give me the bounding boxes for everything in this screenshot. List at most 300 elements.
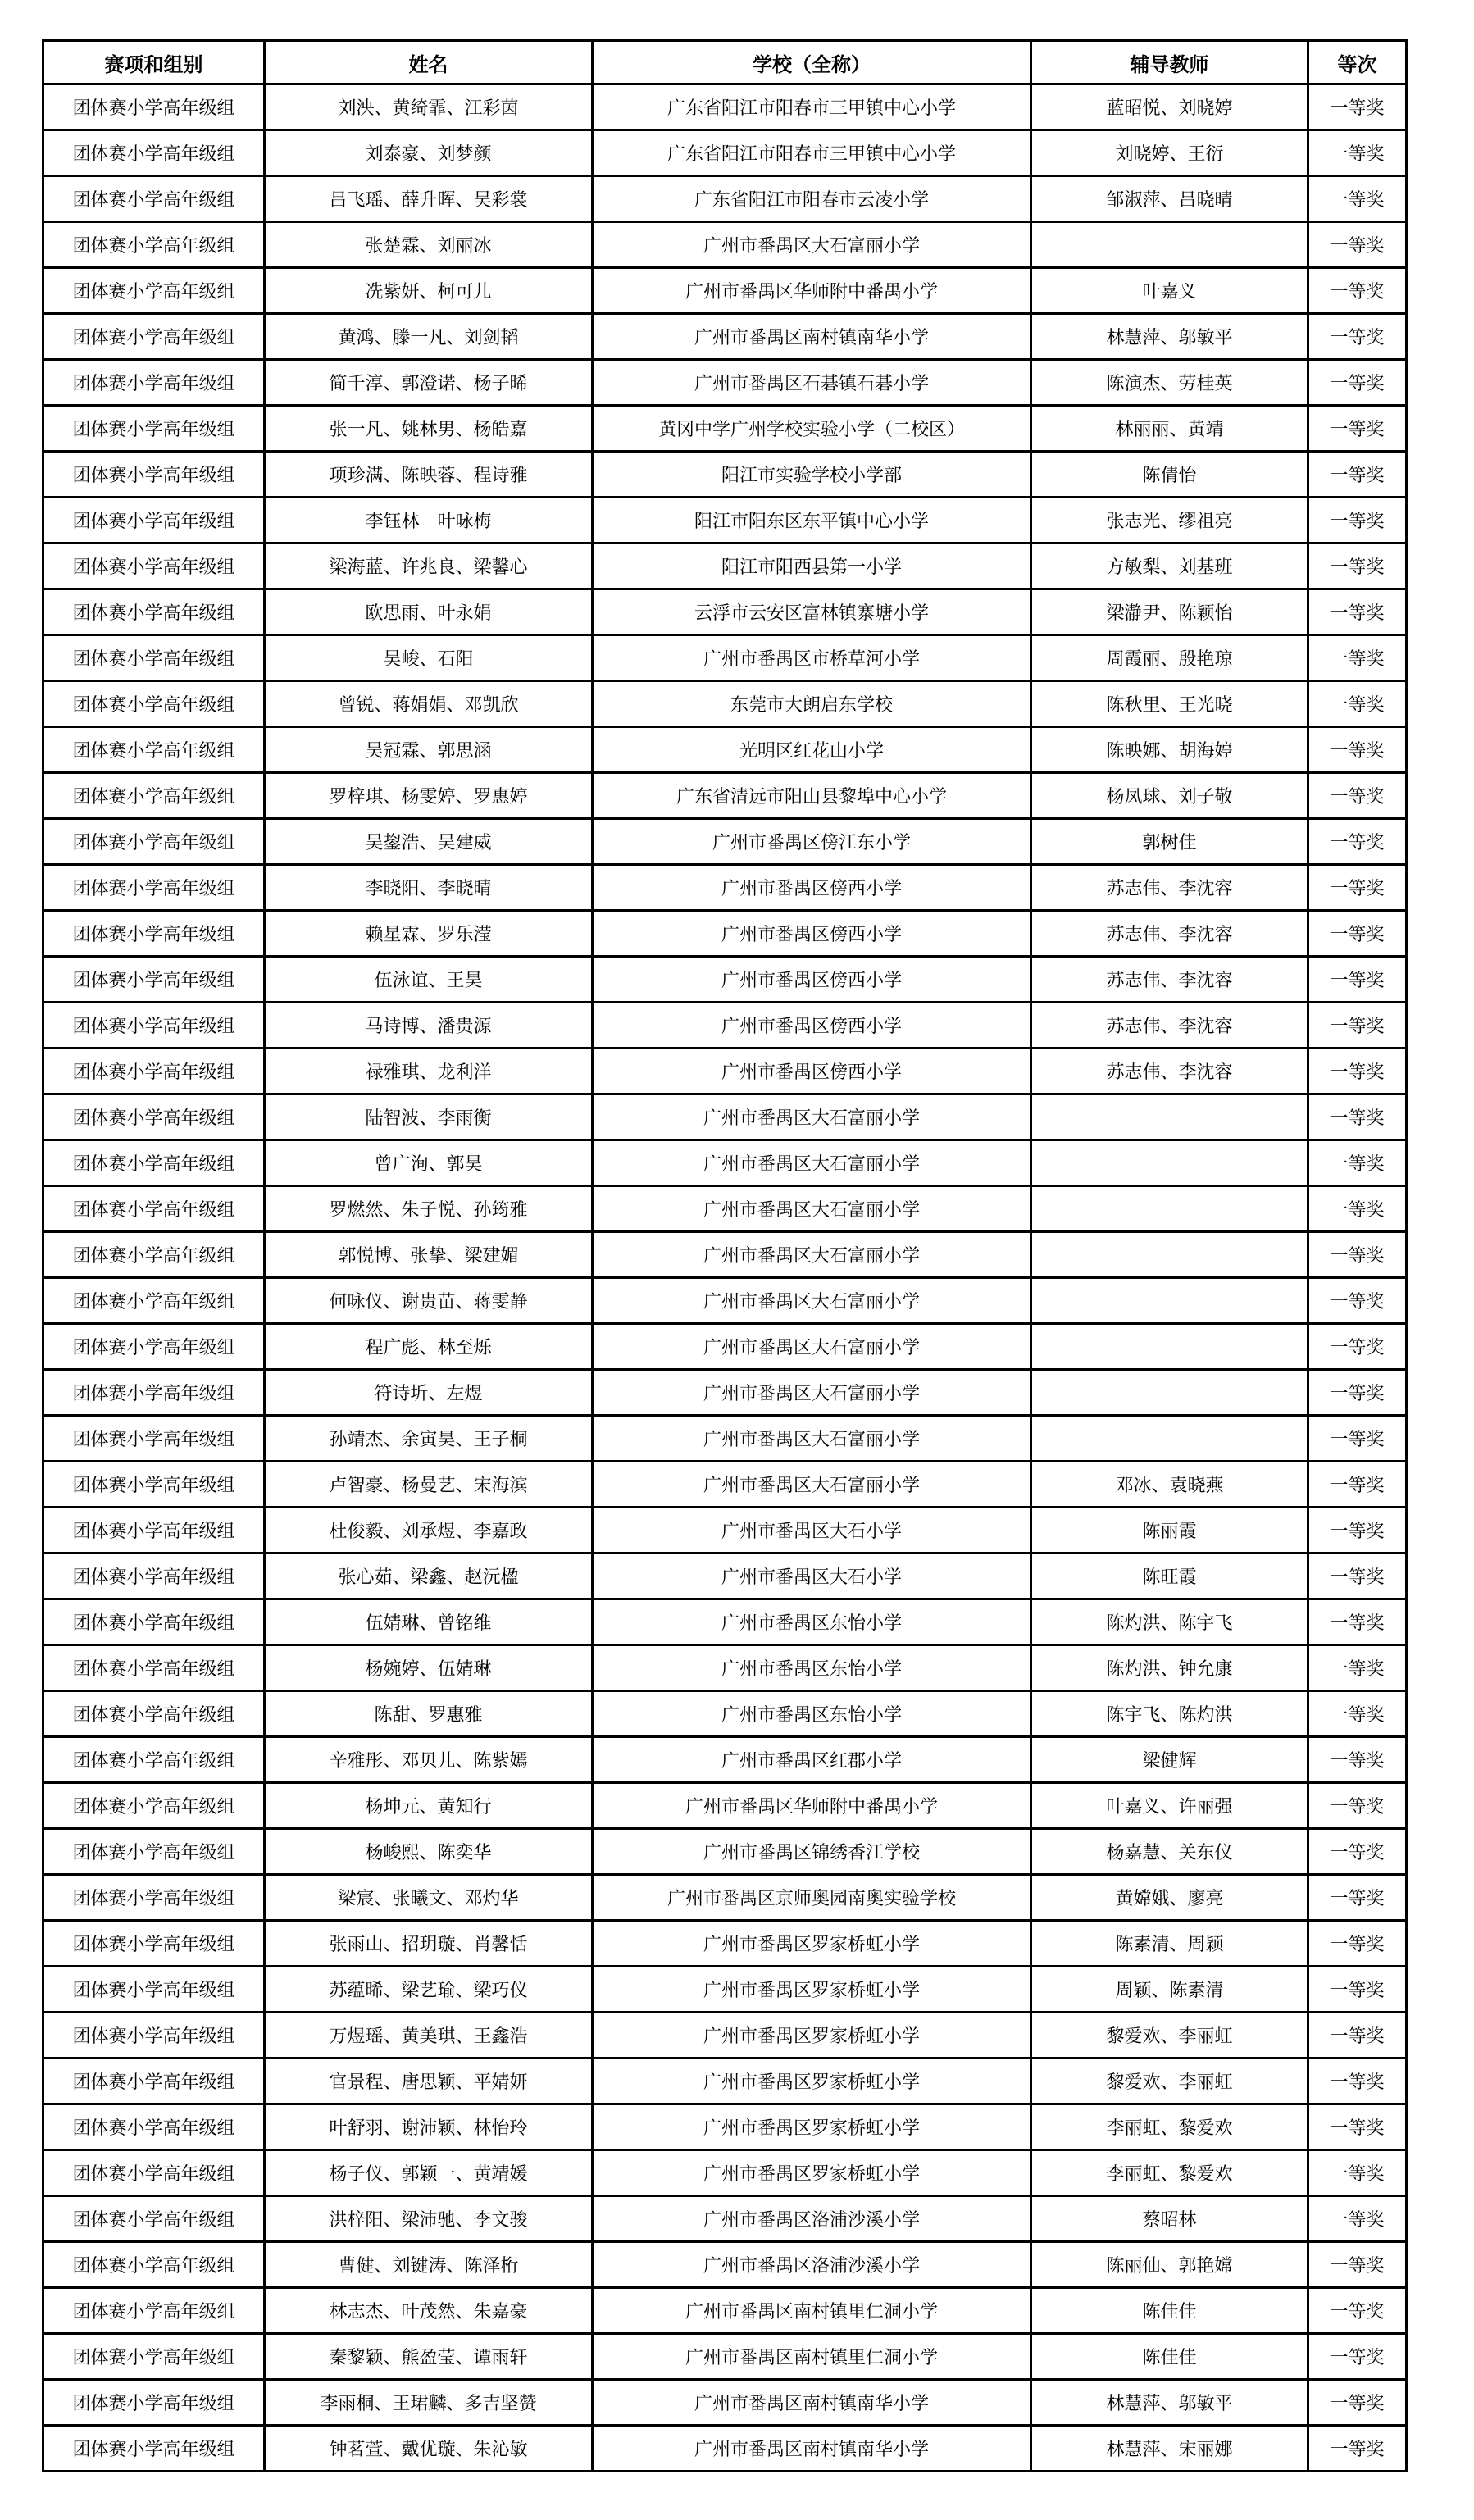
cell-group: 团体赛小学高年级组 xyxy=(43,865,265,911)
table-row xyxy=(43,2196,1407,2242)
cell-names: 杜俊毅、刘承煜、李嘉政 xyxy=(265,1508,593,1553)
cell-names: 洪梓阳、梁沛驰、李文骏 xyxy=(265,2196,593,2242)
cell-award: 一等奖 xyxy=(1308,176,1407,222)
cell-school: 云浮市云安区富林镇寨塘小学 xyxy=(593,589,1031,635)
cell-names: 秦黎颖、熊盈莹、谭雨轩 xyxy=(265,2334,593,2380)
cell-teachers: 陈灼洪、钟允康 xyxy=(1031,1645,1308,1691)
cell-names: 黄鸿、滕一凡、刘剑韬 xyxy=(265,314,593,360)
cell-names: 伍婧琳、曾铭维 xyxy=(265,1599,593,1645)
cell-school: 广州市番禺区东怡小学 xyxy=(593,1599,1031,1645)
cell-group: 团体赛小学高年级组 xyxy=(43,727,265,773)
table-row xyxy=(43,911,1407,957)
cell-teachers: 黎爱欢、李丽虹 xyxy=(1031,2013,1308,2058)
cell-school: 广州市番禺区华师附中番禺小学 xyxy=(593,268,1031,314)
cell-names: 罗燃然、朱子悦、孙筠雅 xyxy=(265,1186,593,1232)
cell-teachers: 陈灼洪、陈宇飞 xyxy=(1031,1599,1308,1645)
cell-award: 一等奖 xyxy=(1308,1691,1407,1737)
cell-group: 团体赛小学高年级组 xyxy=(43,360,265,406)
cell-teachers: 李丽虹、黎爱欢 xyxy=(1031,2104,1308,2150)
cell-teachers: 刘晓婷、王衍 xyxy=(1031,130,1308,176)
cell-award: 一等奖 xyxy=(1308,2150,1407,2196)
cell-names: 叶舒羽、谢沛颖、林怡玲 xyxy=(265,2104,593,2150)
cell-award: 一等奖 xyxy=(1308,1599,1407,1645)
table-row xyxy=(43,2288,1407,2334)
cell-group: 团体赛小学高年级组 xyxy=(43,1462,265,1508)
table-row xyxy=(43,1232,1407,1278)
cell-group: 团体赛小学高年级组 xyxy=(43,1416,265,1462)
cell-teachers xyxy=(1031,1140,1308,1186)
cell-school: 广州市番禺区罗家桥虹小学 xyxy=(593,2104,1031,2150)
cell-school: 广州市番禺区东怡小学 xyxy=(593,1645,1031,1691)
table-row xyxy=(43,1278,1407,1324)
cell-group: 团体赛小学高年级组 xyxy=(43,1003,265,1048)
cell-teachers: 张志光、缪祖亮 xyxy=(1031,498,1308,544)
cell-group: 团体赛小学高年级组 xyxy=(43,268,265,314)
cell-award: 一等奖 xyxy=(1308,635,1407,681)
cell-teachers: 苏志伟、李沈容 xyxy=(1031,957,1308,1003)
table-body xyxy=(43,84,1407,2472)
cell-school: 广州市番禺区罗家桥虹小学 xyxy=(593,1921,1031,1967)
cell-names: 陈甜、罗惠雅 xyxy=(265,1691,593,1737)
table-row xyxy=(43,268,1407,314)
table-row xyxy=(43,1599,1407,1645)
cell-teachers: 李丽虹、黎爱欢 xyxy=(1031,2150,1308,2196)
table-row xyxy=(43,1140,1407,1186)
cell-group: 团体赛小学高年级组 xyxy=(43,1553,265,1599)
cell-group: 团体赛小学高年级组 xyxy=(43,681,265,727)
cell-group: 团体赛小学高年级组 xyxy=(43,819,265,865)
cell-school: 广州市番禺区大石富丽小学 xyxy=(593,1278,1031,1324)
cell-award: 一等奖 xyxy=(1308,1829,1407,1875)
cell-award: 一等奖 xyxy=(1308,2426,1407,2472)
cell-award: 一等奖 xyxy=(1308,1416,1407,1462)
cell-group: 团体赛小学高年级组 xyxy=(43,2058,265,2104)
cell-teachers: 苏志伟、李沈容 xyxy=(1031,911,1308,957)
table-row xyxy=(43,1048,1407,1094)
table-row xyxy=(43,2150,1407,2196)
cell-award: 一等奖 xyxy=(1308,2013,1407,2058)
cell-group: 团体赛小学高年级组 xyxy=(43,222,265,268)
table-row xyxy=(43,957,1407,1003)
table-row xyxy=(43,176,1407,222)
cell-names: 林志杰、叶茂然、朱嘉豪 xyxy=(265,2288,593,2334)
cell-school: 广州市番禺区大石小学 xyxy=(593,1508,1031,1553)
cell-group: 团体赛小学高年级组 xyxy=(43,957,265,1003)
cell-group: 团体赛小学高年级组 xyxy=(43,1324,265,1370)
cell-award: 一等奖 xyxy=(1308,1232,1407,1278)
cell-award: 一等奖 xyxy=(1308,819,1407,865)
table-row xyxy=(43,452,1407,498)
cell-teachers xyxy=(1031,1324,1308,1370)
cell-teachers: 林丽丽、黄靖 xyxy=(1031,406,1308,452)
cell-award: 一等奖 xyxy=(1308,727,1407,773)
cell-school: 广州市番禺区石碁镇石碁小学 xyxy=(593,360,1031,406)
cell-school: 广州市番禺区大石富丽小学 xyxy=(593,1186,1031,1232)
cell-group: 团体赛小学高年级组 xyxy=(43,589,265,635)
table-row xyxy=(43,1094,1407,1140)
cell-group: 团体赛小学高年级组 xyxy=(43,2380,265,2426)
cell-group: 团体赛小学高年级组 xyxy=(43,1370,265,1416)
cell-group: 团体赛小学高年级组 xyxy=(43,2242,265,2288)
cell-names: 杨子仪、郭颖一、黄靖媛 xyxy=(265,2150,593,2196)
cell-names: 吴冠霖、郭思涵 xyxy=(265,727,593,773)
cell-school: 广州市番禺区东怡小学 xyxy=(593,1691,1031,1737)
cell-teachers: 周颖、陈素清 xyxy=(1031,1967,1308,2013)
cell-group: 团体赛小学高年级组 xyxy=(43,84,265,130)
cell-school: 广州市番禺区市桥草河小学 xyxy=(593,635,1031,681)
cell-school: 阳江市实验学校小学部 xyxy=(593,452,1031,498)
cell-names: 项珍满、陈映蓉、程诗雅 xyxy=(265,452,593,498)
cell-school: 广州市番禺区南村镇南华小学 xyxy=(593,2380,1031,2426)
table-row xyxy=(43,635,1407,681)
cell-award: 一等奖 xyxy=(1308,360,1407,406)
cell-names: 赖星霖、罗乐滢 xyxy=(265,911,593,957)
table-row xyxy=(43,819,1407,865)
cell-award: 一等奖 xyxy=(1308,1140,1407,1186)
cell-award: 一等奖 xyxy=(1308,1645,1407,1691)
cell-teachers: 陈倩怡 xyxy=(1031,452,1308,498)
cell-school: 广州市番禺区大石富丽小学 xyxy=(593,1140,1031,1186)
table-row xyxy=(43,1416,1407,1462)
cell-school: 广州市番禺区傍西小学 xyxy=(593,1048,1031,1094)
cell-school: 光明区红花山小学 xyxy=(593,727,1031,773)
table-row xyxy=(43,773,1407,819)
cell-award: 一等奖 xyxy=(1308,268,1407,314)
cell-group: 团体赛小学高年级组 xyxy=(43,1094,265,1140)
cell-award: 一等奖 xyxy=(1308,1783,1407,1829)
cell-teachers: 蓝昭悦、刘晓婷 xyxy=(1031,84,1308,130)
cell-school: 广州市番禺区罗家桥虹小学 xyxy=(593,2150,1031,2196)
cell-names: 卢智豪、杨曼艺、宋海滨 xyxy=(265,1462,593,1508)
cell-teachers: 陈秋里、王光晓 xyxy=(1031,681,1308,727)
table-row xyxy=(43,2334,1407,2380)
cell-group: 团体赛小学高年级组 xyxy=(43,2334,265,2380)
cell-award: 一等奖 xyxy=(1308,1737,1407,1783)
cell-award: 一等奖 xyxy=(1308,773,1407,819)
cell-award: 一等奖 xyxy=(1308,911,1407,957)
cell-school: 广州市番禺区红郡小学 xyxy=(593,1737,1031,1783)
cell-award: 一等奖 xyxy=(1308,2380,1407,2426)
cell-teachers: 苏志伟、李沈容 xyxy=(1031,865,1308,911)
cell-names: 冼紫妍、柯可儿 xyxy=(265,268,593,314)
cell-award: 一等奖 xyxy=(1308,544,1407,589)
cell-group: 团体赛小学高年级组 xyxy=(43,2013,265,2058)
cell-school: 广州市番禺区大石小学 xyxy=(593,1553,1031,1599)
cell-school: 广州市番禺区罗家桥虹小学 xyxy=(593,2013,1031,2058)
cell-award: 一等奖 xyxy=(1308,406,1407,452)
cell-teachers xyxy=(1031,1094,1308,1140)
cell-names: 张雨山、招玥璇、肖馨恬 xyxy=(265,1921,593,1967)
cell-award: 一等奖 xyxy=(1308,1921,1407,1967)
table-row xyxy=(43,1324,1407,1370)
cell-teachers xyxy=(1031,1186,1308,1232)
cell-award: 一等奖 xyxy=(1308,1278,1407,1324)
table-row xyxy=(43,2013,1407,2058)
cell-award: 一等奖 xyxy=(1308,2196,1407,2242)
cell-names: 吴峻、石阳 xyxy=(265,635,593,681)
table-row xyxy=(43,2426,1407,2472)
cell-teachers: 邓冰、袁晓燕 xyxy=(1031,1462,1308,1508)
cell-group: 团体赛小学高年级组 xyxy=(43,1599,265,1645)
cell-school: 广州市番禺区大石富丽小学 xyxy=(593,1416,1031,1462)
cell-teachers xyxy=(1031,222,1308,268)
cell-school: 广州市番禺区傍江东小学 xyxy=(593,819,1031,865)
table-row xyxy=(43,681,1407,727)
cell-group: 团体赛小学高年级组 xyxy=(43,911,265,957)
cell-school: 广州市番禺区罗家桥虹小学 xyxy=(593,1967,1031,2013)
table-row xyxy=(43,1645,1407,1691)
cell-school: 广州市番禺区南村镇里仁洞小学 xyxy=(593,2334,1031,2380)
cell-school: 广州市番禺区傍西小学 xyxy=(593,911,1031,957)
cell-award: 一等奖 xyxy=(1308,1324,1407,1370)
awards-table xyxy=(42,39,1408,2472)
cell-teachers xyxy=(1031,1232,1308,1278)
cell-teachers xyxy=(1031,1416,1308,1462)
cell-names: 简千淳、郭澄诺、杨子晞 xyxy=(265,360,593,406)
table-row xyxy=(43,2380,1407,2426)
cell-names: 伍泳谊、王昊 xyxy=(265,957,593,1003)
cell-names: 杨峻熙、陈奕华 xyxy=(265,1829,593,1875)
cell-school: 广州市番禺区京师奥园南奥实验学校 xyxy=(593,1875,1031,1921)
cell-names: 万煜瑶、黄美琪、王鑫浩 xyxy=(265,2013,593,2058)
table-row xyxy=(43,1783,1407,1829)
cell-names: 李晓阳、李晓晴 xyxy=(265,865,593,911)
table-row xyxy=(43,406,1407,452)
cell-names: 张一凡、姚林男、杨皓嘉 xyxy=(265,406,593,452)
cell-group: 团体赛小学高年级组 xyxy=(43,2196,265,2242)
cell-names: 禄雅琪、龙利洋 xyxy=(265,1048,593,1094)
table-row xyxy=(43,498,1407,544)
cell-teachers xyxy=(1031,1370,1308,1416)
cell-teachers: 陈佳佳 xyxy=(1031,2288,1308,2334)
cell-group: 团体赛小学高年级组 xyxy=(43,773,265,819)
table-row xyxy=(43,1737,1407,1783)
cell-school: 广州市番禺区罗家桥虹小学 xyxy=(593,2058,1031,2104)
cell-names: 钟茗萱、戴优璇、朱沁敏 xyxy=(265,2426,593,2472)
cell-school: 广州市番禺区大石富丽小学 xyxy=(593,1094,1031,1140)
cell-teachers: 杨嘉慧、关东仪 xyxy=(1031,1829,1308,1875)
cell-names: 梁海蓝、许兆良、梁馨心 xyxy=(265,544,593,589)
cell-award: 一等奖 xyxy=(1308,1186,1407,1232)
cell-award: 一等奖 xyxy=(1308,130,1407,176)
cell-school: 广州市番禺区南村镇里仁洞小学 xyxy=(593,2288,1031,2334)
cell-group: 团体赛小学高年级组 xyxy=(43,635,265,681)
cell-school: 广东省阳江市阳春市三甲镇中心小学 xyxy=(593,84,1031,130)
cell-group: 团体赛小学高年级组 xyxy=(43,176,265,222)
cell-names: 马诗博、潘贵源 xyxy=(265,1003,593,1048)
table-row xyxy=(43,1875,1407,1921)
cell-award: 一等奖 xyxy=(1308,957,1407,1003)
table-row xyxy=(43,130,1407,176)
cell-school: 广东省阳江市阳春市三甲镇中心小学 xyxy=(593,130,1031,176)
cell-teachers: 陈佳佳 xyxy=(1031,2334,1308,2380)
cell-group: 团体赛小学高年级组 xyxy=(43,1140,265,1186)
cell-teachers: 陈素清、周颖 xyxy=(1031,1921,1308,1967)
cell-group: 团体赛小学高年级组 xyxy=(43,452,265,498)
cell-names: 孙靖杰、余寅昊、王子桐 xyxy=(265,1416,593,1462)
cell-award: 一等奖 xyxy=(1308,1462,1407,1508)
cell-group: 团体赛小学高年级组 xyxy=(43,1737,265,1783)
cell-group: 团体赛小学高年级组 xyxy=(43,498,265,544)
cell-school: 广州市番禺区大石富丽小学 xyxy=(593,1232,1031,1278)
cell-names: 郭悦博、张挚、梁建媚 xyxy=(265,1232,593,1278)
cell-group: 团体赛小学高年级组 xyxy=(43,1048,265,1094)
cell-names: 曾广洵、郭昊 xyxy=(265,1140,593,1186)
cell-school: 黄冈中学广州学校实验小学（二校区） xyxy=(593,406,1031,452)
cell-group: 团体赛小学高年级组 xyxy=(43,1508,265,1553)
cell-names: 官景程、唐思颖、平婧妍 xyxy=(265,2058,593,2104)
cell-group: 团体赛小学高年级组 xyxy=(43,314,265,360)
cell-award: 一等奖 xyxy=(1308,498,1407,544)
cell-group: 团体赛小学高年级组 xyxy=(43,2150,265,2196)
cell-school: 广东省清远市阳山县黎埠中心小学 xyxy=(593,773,1031,819)
cell-award: 一等奖 xyxy=(1308,1508,1407,1553)
cell-teachers: 林慧萍、宋丽娜 xyxy=(1031,2426,1308,2472)
cell-award: 一等奖 xyxy=(1308,222,1407,268)
cell-names: 张心茹、梁鑫、赵沅楹 xyxy=(265,1553,593,1599)
cell-award: 一等奖 xyxy=(1308,1094,1407,1140)
cell-teachers: 陈旺霞 xyxy=(1031,1553,1308,1599)
table-row xyxy=(43,2058,1407,2104)
cell-award: 一等奖 xyxy=(1308,1875,1407,1921)
table-row xyxy=(43,1462,1407,1508)
cell-names: 李钰林 叶咏梅 xyxy=(265,498,593,544)
cell-award: 一等奖 xyxy=(1308,314,1407,360)
cell-school: 广州市番禺区洛浦沙溪小学 xyxy=(593,2196,1031,2242)
table-row xyxy=(43,1921,1407,1967)
cell-award: 一等奖 xyxy=(1308,1048,1407,1094)
cell-teachers: 叶嘉义 xyxy=(1031,268,1308,314)
cell-group: 团体赛小学高年级组 xyxy=(43,1875,265,1921)
cell-group: 团体赛小学高年级组 xyxy=(43,1783,265,1829)
column-header-0: 赛项和组别 xyxy=(43,41,265,84)
cell-group: 团体赛小学高年级组 xyxy=(43,2104,265,2150)
cell-names: 杨婉婷、伍婧琳 xyxy=(265,1645,593,1691)
column-header-1: 姓名 xyxy=(265,41,593,84)
cell-group: 团体赛小学高年级组 xyxy=(43,2426,265,2472)
table-row xyxy=(43,589,1407,635)
cell-award: 一等奖 xyxy=(1308,2058,1407,2104)
cell-names: 程广彪、林至烁 xyxy=(265,1324,593,1370)
cell-school: 广州市番禺区洛浦沙溪小学 xyxy=(593,2242,1031,2288)
cell-teachers: 林慧萍、邬敏平 xyxy=(1031,2380,1308,2426)
cell-teachers: 邹淑萍、吕晓晴 xyxy=(1031,176,1308,222)
table-row xyxy=(43,1370,1407,1416)
table-row xyxy=(43,2242,1407,2288)
cell-group: 团体赛小学高年级组 xyxy=(43,2288,265,2334)
table-row xyxy=(43,360,1407,406)
cell-school: 广州市番禺区大石富丽小学 xyxy=(593,1462,1031,1508)
cell-group: 团体赛小学高年级组 xyxy=(43,406,265,452)
cell-award: 一等奖 xyxy=(1308,1553,1407,1599)
cell-names: 吕飞瑶、薛升晖、吴彩裳 xyxy=(265,176,593,222)
cell-names: 刘泱、黄绮霏、江彩茵 xyxy=(265,84,593,130)
cell-names: 辛雅彤、邓贝儿、陈紫嫣 xyxy=(265,1737,593,1783)
cell-teachers: 陈映娜、胡海婷 xyxy=(1031,727,1308,773)
cell-school: 广州市番禺区傍西小学 xyxy=(593,1003,1031,1048)
table-row xyxy=(43,865,1407,911)
cell-school: 广州市番禺区大石富丽小学 xyxy=(593,1370,1031,1416)
cell-group: 团体赛小学高年级组 xyxy=(43,1967,265,2013)
cell-names: 欧思雨、叶永娟 xyxy=(265,589,593,635)
cell-teachers: 林慧萍、邬敏平 xyxy=(1031,314,1308,360)
cell-teachers: 方敏梨、刘基班 xyxy=(1031,544,1308,589)
cell-names: 罗梓琪、杨雯婷、罗惠婷 xyxy=(265,773,593,819)
cell-names: 何咏仪、谢贵苗、蒋雯静 xyxy=(265,1278,593,1324)
table-row xyxy=(43,1003,1407,1048)
cell-school: 广州市番禺区锦绣香江学校 xyxy=(593,1829,1031,1875)
cell-teachers: 陈演杰、劳桂英 xyxy=(1031,360,1308,406)
cell-teachers: 陈宇飞、陈灼洪 xyxy=(1031,1691,1308,1737)
header-row xyxy=(43,41,1407,84)
cell-names: 刘泰豪、刘梦颜 xyxy=(265,130,593,176)
cell-names: 陆智波、李雨衡 xyxy=(265,1094,593,1140)
table-row xyxy=(43,2104,1407,2150)
cell-teachers: 黎爱欢、李丽虹 xyxy=(1031,2058,1308,2104)
cell-group: 团体赛小学高年级组 xyxy=(43,1691,265,1737)
cell-teachers: 苏志伟、李沈容 xyxy=(1031,1048,1308,1094)
table-row xyxy=(43,314,1407,360)
column-header-3: 辅导教师 xyxy=(1031,41,1308,84)
cell-names: 杨坤元、黄知行 xyxy=(265,1783,593,1829)
cell-award: 一等奖 xyxy=(1308,84,1407,130)
cell-award: 一等奖 xyxy=(1308,1967,1407,2013)
table-row xyxy=(43,1508,1407,1553)
cell-teachers: 郭树佳 xyxy=(1031,819,1308,865)
table-row xyxy=(43,727,1407,773)
column-header-2: 学校（全称） xyxy=(593,41,1031,84)
cell-teachers: 陈丽仙、郭艳嫦 xyxy=(1031,2242,1308,2288)
cell-school: 东莞市大朗启东学校 xyxy=(593,681,1031,727)
cell-school: 阳江市阳西县第一小学 xyxy=(593,544,1031,589)
table-row xyxy=(43,1691,1407,1737)
cell-award: 一等奖 xyxy=(1308,2242,1407,2288)
cell-names: 李雨桐、王珺麟、多吉坚赞 xyxy=(265,2380,593,2426)
cell-school: 阳江市阳东区东平镇中心小学 xyxy=(593,498,1031,544)
cell-group: 团体赛小学高年级组 xyxy=(43,1829,265,1875)
cell-names: 张楚霖、刘丽冰 xyxy=(265,222,593,268)
cell-teachers: 蔡昭林 xyxy=(1031,2196,1308,2242)
cell-award: 一等奖 xyxy=(1308,681,1407,727)
table-row xyxy=(43,222,1407,268)
table-row xyxy=(43,1553,1407,1599)
cell-teachers: 苏志伟、李沈容 xyxy=(1031,1003,1308,1048)
cell-award: 一等奖 xyxy=(1308,865,1407,911)
table-row xyxy=(43,1186,1407,1232)
cell-group: 团体赛小学高年级组 xyxy=(43,1278,265,1324)
cell-group: 团体赛小学高年级组 xyxy=(43,544,265,589)
cell-names: 曹健、刘键涛、陈泽桁 xyxy=(265,2242,593,2288)
cell-teachers: 梁瀞尹、陈颖怡 xyxy=(1031,589,1308,635)
cell-award: 一等奖 xyxy=(1308,1003,1407,1048)
cell-school: 广州市番禺区傍西小学 xyxy=(593,957,1031,1003)
cell-teachers: 叶嘉义、许丽强 xyxy=(1031,1783,1308,1829)
table-row xyxy=(43,1967,1407,2013)
cell-names: 曾锐、蒋娟娟、邓凯欣 xyxy=(265,681,593,727)
cell-group: 团体赛小学高年级组 xyxy=(43,1232,265,1278)
cell-school: 广州市番禺区大石富丽小学 xyxy=(593,1324,1031,1370)
cell-school: 广东省阳江市阳春市云凌小学 xyxy=(593,176,1031,222)
cell-teachers xyxy=(1031,1278,1308,1324)
cell-teachers: 杨凤球、刘子敬 xyxy=(1031,773,1308,819)
cell-school: 广州市番禺区南村镇南华小学 xyxy=(593,314,1031,360)
cell-names: 梁宸、张曦文、邓灼华 xyxy=(265,1875,593,1921)
table-row xyxy=(43,84,1407,130)
cell-school: 广州市番禺区南村镇南华小学 xyxy=(593,2426,1031,2472)
cell-teachers: 黄嫦娥、廖亮 xyxy=(1031,1875,1308,1921)
cell-award: 一等奖 xyxy=(1308,589,1407,635)
cell-school: 广州市番禺区傍西小学 xyxy=(593,865,1031,911)
